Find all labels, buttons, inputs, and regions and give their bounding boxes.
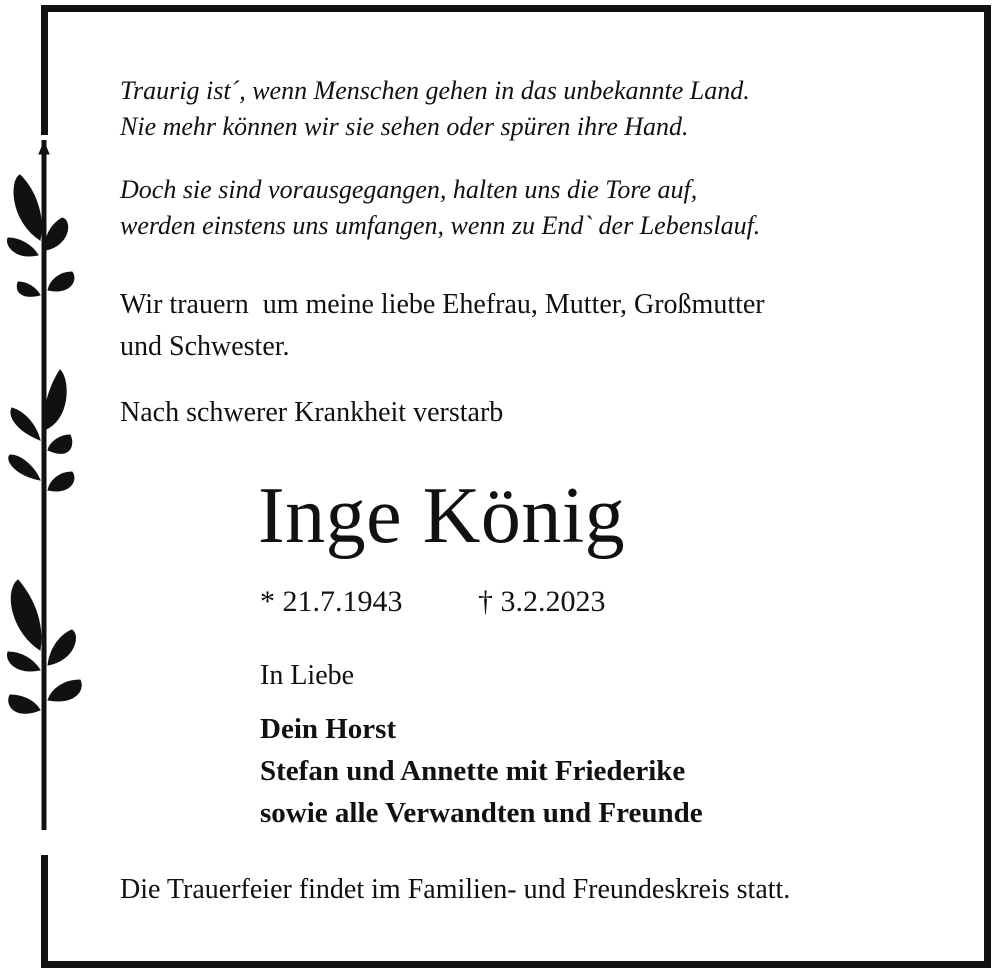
poem-line: werden einstens uns umfangen, wenn zu End` der Lebenslauf. [120, 211, 761, 240]
funeral-note: Die Trauerfeier findet im Familien- und Freundeskreis statt. [120, 874, 791, 905]
birth-date: * 21.7.1943 [260, 585, 403, 618]
intro-line: Wir trauern um meine liebe Ehefrau, Mutter, Großmutter [120, 289, 765, 320]
poem-line: Nie mehr können wir sie sehen oder spüren ihre Hand. [120, 112, 689, 141]
intro-line: und Schwester. [120, 331, 290, 362]
signer-line: sowie alle Verwandten und Freunde [260, 797, 703, 829]
deceased-name: Inge König [258, 472, 626, 560]
in-love-text: In Liebe [260, 660, 355, 691]
poem-line: Doch sie sind vorausgegangen, halten uns die Tore auf, [120, 175, 698, 204]
death-date: † 3.2.2023 [478, 585, 606, 618]
cause-text: Nach schwerer Krankheit verstarb [120, 397, 504, 428]
signer-line: Stefan und Annette mit Friederike [260, 755, 686, 787]
signer-line: Dein Horst [260, 713, 397, 745]
leaf-vine-icon [0, 130, 100, 850]
poem-line: Traurig ist´, wenn Menschen gehen in das unbekannte Land. [120, 76, 750, 105]
